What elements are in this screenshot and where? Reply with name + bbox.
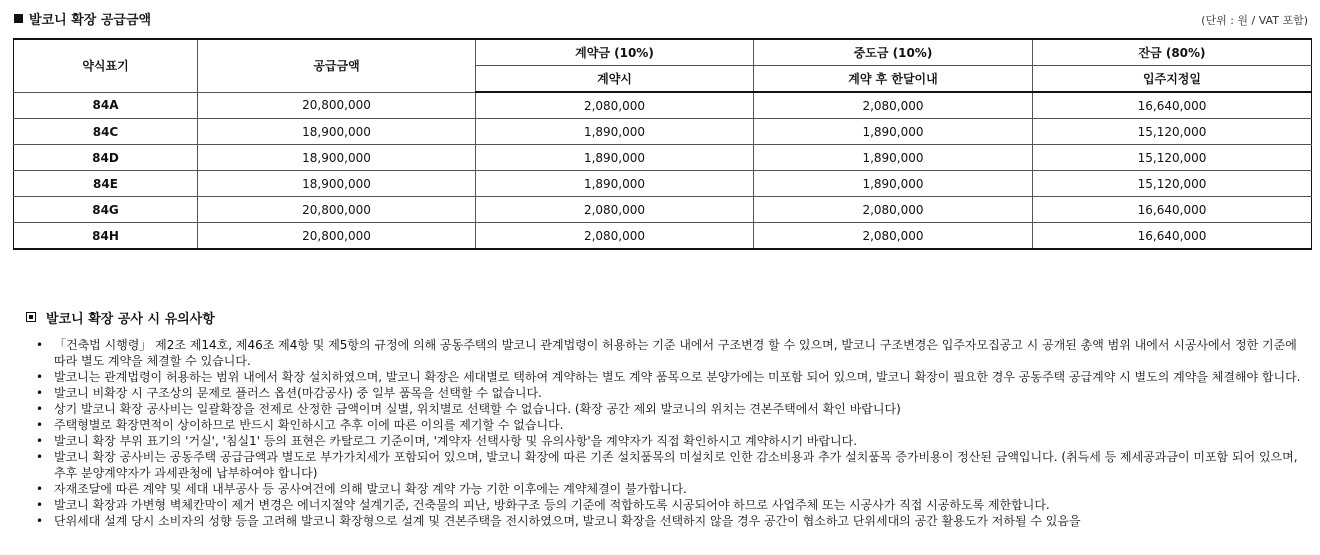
cell-contract: 1,890,000 <box>476 145 754 171</box>
cell-balance: 16,640,000 <box>1033 92 1312 119</box>
table-row <box>14 197 1312 223</box>
list-item-text: 발코니 비확장 시 구조상의 문제로 플러스 옵션(마감공사) 중 일부 품목을 선택할 수 없습니다. <box>54 386 542 400</box>
bullet-icon: • <box>36 338 44 352</box>
list-item <box>36 401 1306 417</box>
cell-supply: 20,800,000 <box>198 197 476 223</box>
cell-middle: 1,890,000 <box>754 145 1033 171</box>
cell-balance: 15,120,000 <box>1033 145 1312 171</box>
square-bullet-icon <box>14 14 23 23</box>
list-item <box>36 497 1306 513</box>
col-balance-sub-header: 입주지정일 <box>1033 66 1312 93</box>
cell-balance: 15,120,000 <box>1033 171 1312 197</box>
cell-type: 84D <box>14 145 198 171</box>
bullet-icon: • <box>36 386 44 400</box>
cell-type: 84H <box>14 223 198 250</box>
list-item-text: 「건축법 시행령」 제2조 제14호, 제46조 제4항 및 제5항의 규정에 의해 공동주택의 발코니 관계법령이 허용하는 기준 내에서 구조변경 할 수 있으며, 발코니 구조변경은 입주자모집공고 시 공개된 총액 범위 내에서 시공사에서 정한 기준에 따라 별도 계약을 체결할 수 있습니다. <box>54 338 1297 368</box>
col-middle-sub-header: 계약 후 한달이내 <box>754 66 1033 93</box>
price-table <box>13 38 1312 250</box>
cell-middle: 2,080,000 <box>754 197 1033 223</box>
cell-middle: 1,890,000 <box>754 119 1033 145</box>
list-item <box>36 369 1306 385</box>
bullet-icon: • <box>36 402 44 416</box>
table-row <box>14 223 1312 250</box>
list-item-text: 상기 발코니 확장 공사비는 일괄확장을 전제로 산정한 금액이며 실별, 위치별로 선택할 수 없습니다. (확장 공간 제외 발코니의 위치는 견본주택에서 확인 바랍니다) <box>54 402 901 416</box>
list-item-text: 자재조달에 따른 계약 및 세대 내부공사 등 공사여건에 의해 발코니 확장 계약 가능 기한 이후에는 계약체결이 불가합니다. <box>54 482 687 496</box>
list-item-text: 발코니는 관계법령이 허용하는 범위 내에서 확장 설치하였으며, 발코니 확장은 세대별로 택하여 계약하는 별도 계약 품목으로 분양가에는 미포함 되어 있으며, 발코니 확장이 필요한 경우 공동주택 공급계약 시 별도의 계약을 체결해야 합니다. <box>54 370 1301 384</box>
col-middle-header: 중도금 (10%) <box>754 39 1033 66</box>
bullet-icon: • <box>36 370 44 384</box>
list-item <box>36 337 1306 369</box>
cell-balance: 16,640,000 <box>1033 223 1312 250</box>
cell-contract: 1,890,000 <box>476 119 754 145</box>
col-contract-sub-header: 계약시 <box>476 66 754 93</box>
notice-list <box>36 337 1306 529</box>
table-row <box>14 145 1312 171</box>
notice-title <box>26 308 215 327</box>
section-title <box>14 9 151 28</box>
notice-title-text: 발코니 확장 공사 시 유의사항 <box>46 312 215 327</box>
list-item <box>36 385 1306 401</box>
list-item <box>36 417 1306 433</box>
list-item-text: 단위세대 설계 당시 소비자의 성향 등을 고려해 발코니 확장형으로 설계 및 견본주택을 전시하였으며, 발코니 확장을 선택하지 않을 경우 공간이 협소하고 단위세대의 공간 활용도가 저하될 수 있음을 <box>54 514 1081 528</box>
cell-middle: 2,080,000 <box>754 223 1033 250</box>
cell-middle: 1,890,000 <box>754 171 1033 197</box>
cell-contract: 2,080,000 <box>476 197 754 223</box>
bullet-icon: • <box>36 450 44 464</box>
list-item-text: 발코니 확장과 가변형 벽체칸막이 제거 변경은 에너지절약 설계기준, 건축물의 피난, 방화구조 등의 기준에 적합하도록 시공되어야 하므로 사업주체 또는 시공사가 직접 시공하도록 제한합니다. <box>54 498 1050 512</box>
table-row <box>14 92 1312 119</box>
col-balance-header: 잔금 (80%) <box>1033 39 1312 66</box>
unit-note: (단위 : 원 / VAT 포함) <box>1201 14 1308 27</box>
cell-balance: 15,120,000 <box>1033 119 1312 145</box>
cell-contract: 1,890,000 <box>476 171 754 197</box>
cell-supply: 20,800,000 <box>198 223 476 250</box>
bullet-icon: • <box>36 498 44 512</box>
list-item <box>36 481 1306 497</box>
section-title-text: 발코니 확장 공급금액 <box>29 13 152 28</box>
cell-contract: 2,080,000 <box>476 223 754 250</box>
list-item <box>36 449 1306 481</box>
list-item-text: 발코니 확장 공사비는 공동주택 공급금액과 별도로 부가가치세가 포함되어 있으며, 발코니 확장에 따른 기존 설치품목의 미설치로 인한 감소비용과 추가 설치품목 증가비용이 정산된 금액입니다. (취득세 등 제세공과금이 미포함 되어 있으며, 추후 분양계약자가 과세관청에 납부하여야 합니다) <box>54 450 1298 480</box>
list-item-text: 발코니 확장 부위 표기의 '거실', '침실1' 등의 표현은 카탈로그 기준이며, '계약자 선택사항 및 유의사항'을 계약자가 직접 확인하시고 계약하시기 바랍니다. <box>54 434 858 448</box>
table-row <box>14 171 1312 197</box>
cell-balance: 16,640,000 <box>1033 197 1312 223</box>
cell-type: 84G <box>14 197 198 223</box>
col-contract-header: 계약금 (10%) <box>476 39 754 66</box>
cell-type: 84A <box>14 92 198 119</box>
cell-type: 84C <box>14 119 198 145</box>
cell-type: 84E <box>14 171 198 197</box>
cell-supply: 18,900,000 <box>198 145 476 171</box>
col-supply-header: 공급금액 <box>198 39 476 92</box>
bullet-icon: • <box>36 418 44 432</box>
bullet-icon: • <box>36 434 44 448</box>
list-item-text: 주택형별로 확장면적이 상이하므로 반드시 확인하시고 추후 이에 따른 이의를 제기할 수 없습니다. <box>54 418 564 432</box>
table-row <box>14 119 1312 145</box>
cell-supply: 18,900,000 <box>198 119 476 145</box>
boxed-square-icon <box>26 312 36 322</box>
cell-middle: 2,080,000 <box>754 92 1033 119</box>
col-type-header: 약식표기 <box>14 39 198 92</box>
bullet-icon: • <box>36 482 44 496</box>
list-item <box>36 513 1306 529</box>
list-item <box>36 433 1306 449</box>
bullet-icon: • <box>36 514 44 528</box>
cell-contract: 2,080,000 <box>476 92 754 119</box>
cell-supply: 20,800,000 <box>198 92 476 119</box>
cell-supply: 18,900,000 <box>198 171 476 197</box>
